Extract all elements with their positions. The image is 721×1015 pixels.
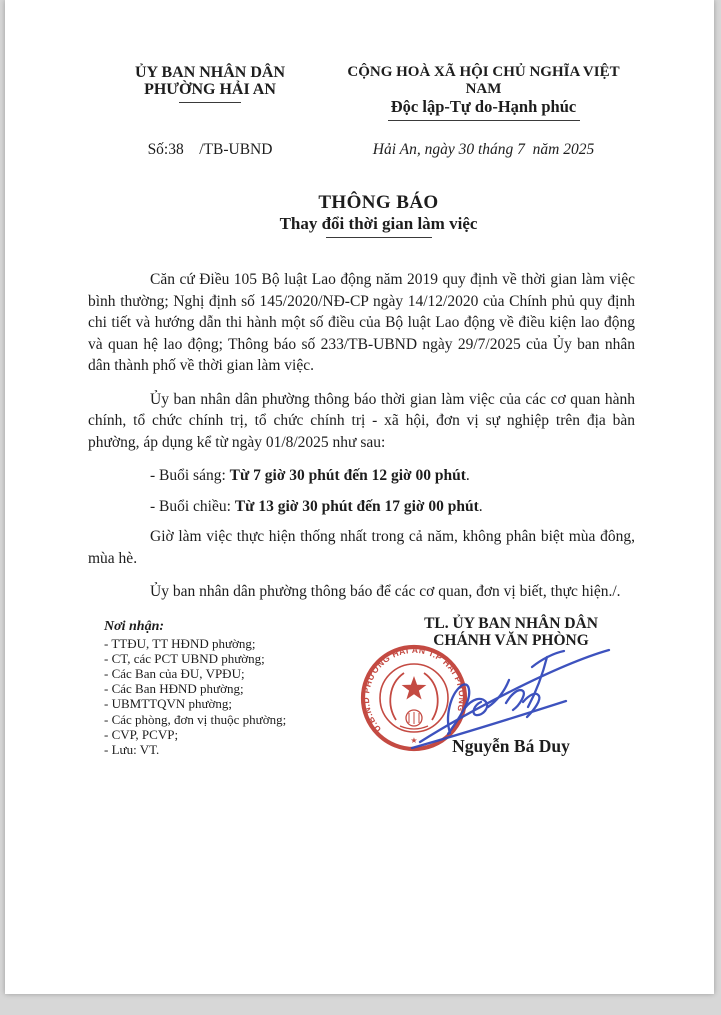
body-paragraph-1: Căn cứ Điều 105 Bộ luật Lao động năm 2019 quy định về thời gian làm việc bình thường; Nghị định số 145/2020/NĐ-CP ngày 14/12/2020 của Chính phủ quy định chi tiết và hướng dẫn thi hành một số điều của Bộ luật Lao động về điều kiện lao động và quan hệ lao động; Thông báo số 233/TB-UBND ngày 29/7/2025 của Ủy ban nhân dân thành phố về thời gian làm việc.: [88, 271, 635, 374]
recipient-item: - CVP, PCVP;: [104, 726, 179, 742]
org-underline: [179, 102, 241, 103]
morning-hours-value: Từ 7 giờ 30 phút đến 12 giờ 00 phút: [229, 467, 466, 484]
recipient-item: - Lưu: VT.: [104, 741, 160, 757]
morning-hours-line: [150, 465, 635, 487]
afternoon-end: .: [478, 497, 483, 515]
signature-scribble-icon: [406, 645, 616, 750]
signing-authority-line1: TL. ỦY BAN NHÂN DÂN: [424, 614, 598, 632]
afternoon-label: - Buổi chiều:: [150, 497, 235, 515]
body-paragraph-4: Ủy ban nhân dân phường thông báo để các cơ quan, đơn vị biết, thực hiện./.: [150, 583, 621, 600]
stamp-ring-text: U.B.N.D PHƯỜNG HẢI AN T.P HẢI PHÒNG: [360, 644, 468, 734]
afternoon-hours-value: Từ 13 giờ 30 phút đến 17 giờ 00 phút: [234, 497, 479, 515]
issuing-org-block: [88, 64, 332, 121]
document-body: [88, 269, 635, 603]
document-subtitle: Thay đổi thời gian làm việc: [279, 214, 478, 233]
motto-underline: [388, 120, 580, 121]
recipient-item: - Các phòng, đơn vị thuộc phường;: [104, 711, 287, 727]
recipients-title: Nơi nhận:: [104, 618, 165, 634]
recipient-item: - CT, các PCT UBND phường;: [104, 650, 265, 666]
morning-label: - Buổi sáng:: [150, 467, 230, 484]
afternoon-hours-line: [150, 496, 635, 518]
recipient-item: - Các Ban của ĐU, VPĐU;: [104, 665, 245, 681]
national-motto-block: [332, 64, 635, 121]
document-meta-row: [88, 141, 635, 159]
signer-name: Nguyễn Bá Duy: [452, 735, 570, 756]
document-title: THÔNG BÁO: [318, 192, 439, 213]
document-page: [5, 0, 714, 994]
document-title-block: [105, 192, 652, 238]
recipient-item: - TTĐU, TT HĐND phường;: [104, 635, 256, 651]
national-title: CỘNG HOÀ XÃ HỘI CHỦ NGHĨA VIỆT NAM: [347, 64, 620, 97]
signing-authority-line2: CHÁNH VĂN PHÒNG: [433, 632, 589, 649]
morning-end: .: [465, 467, 470, 484]
place-and-date: Hải An, ngày 30 tháng 7 năm 2025: [372, 141, 595, 158]
stamp-bottom-star: ★: [410, 735, 418, 745]
org-name-line1: ỦY BAN NHÂN DÂN: [134, 64, 286, 81]
recipients-block: [104, 618, 286, 758]
title-underline: [326, 237, 432, 238]
document-footer: [88, 615, 635, 1015]
body-paragraph-3: Giờ làm việc thực hiện thống nhất trong cả năm, không phân biệt mùa đông, mùa hè.: [88, 528, 635, 567]
recipient-item: - Các Ban HĐND phường;: [104, 681, 244, 697]
document-number: Số:38 /TB-UBND: [147, 141, 273, 158]
org-name-line2: PHƯỜNG HẢI AN: [144, 81, 276, 98]
document-header: [88, 64, 635, 121]
recipient-item: - UBMTTQVN phường;: [104, 696, 233, 712]
body-paragraph-2: Ủy ban nhân dân phường thông báo thời gian làm việc của các cơ quan hành chính, tổ chức chính trị, tổ chức chính trị - xã hội, đơn vị sự nghiệp trên địa bàn phường, áp dụng kể từ ngày 01/8/2025 như sau:: [88, 390, 635, 451]
national-motto: Độc lập-Tự do-Hạnh phúc: [390, 97, 577, 116]
